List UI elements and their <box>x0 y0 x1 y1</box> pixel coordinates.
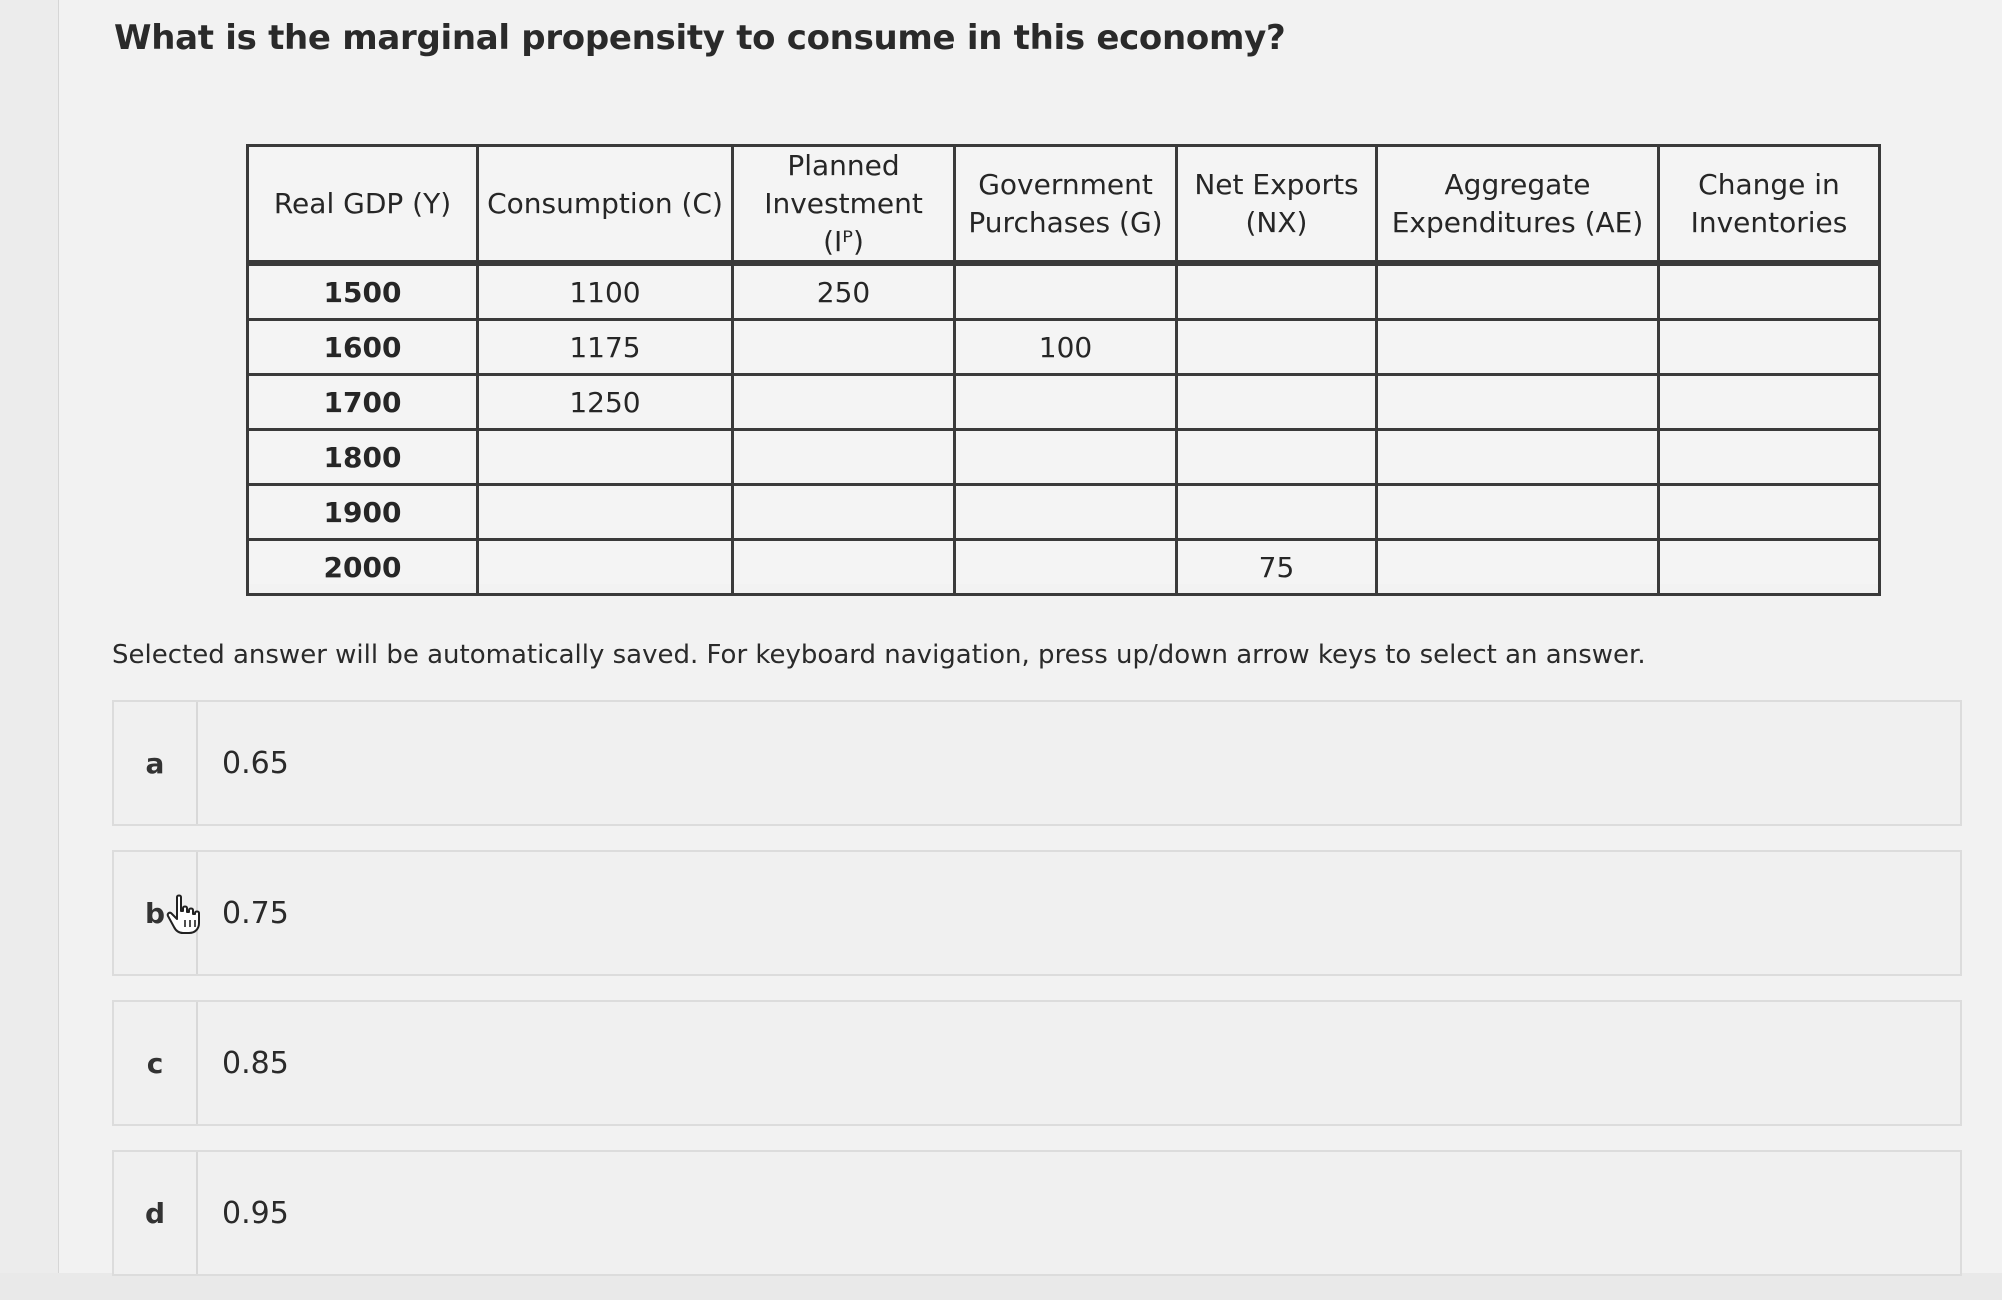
header-government-purchases: Government Purchases (G) <box>955 146 1177 264</box>
hand-pointer-icon <box>166 894 200 934</box>
option-letter: d <box>114 1152 198 1274</box>
table-header-row <box>248 146 1880 264</box>
table-cell: 250 <box>733 263 955 320</box>
answer-instructions: Selected answer will be automatically saved. For keyboard navigation, press up/down arrow keys to select an answer. <box>112 640 1646 670</box>
option-value: 0.75 <box>222 895 289 931</box>
answer-option-c[interactable] <box>112 1000 1962 1126</box>
table-cell: 1100 <box>478 263 733 320</box>
table-cell: 1175 <box>478 320 733 375</box>
table-cell <box>1177 430 1377 485</box>
table-cell <box>955 263 1177 320</box>
table-cell <box>955 540 1177 595</box>
table-row <box>248 375 1880 430</box>
table-cell: 2000 <box>248 540 478 595</box>
option-value: 0.95 <box>222 1195 289 1231</box>
option-letter: a <box>114 702 198 824</box>
table-cell <box>955 485 1177 540</box>
answer-option-b[interactable] <box>112 850 1962 976</box>
option-value: 0.65 <box>222 745 289 781</box>
table-cell: 1250 <box>478 375 733 430</box>
table-cell <box>1377 375 1659 430</box>
data-table <box>246 144 1881 596</box>
table-cell <box>478 485 733 540</box>
header-aggregate-expenditures: Aggregate Expenditures (AE) <box>1377 146 1659 264</box>
table-cell <box>1377 485 1659 540</box>
table-cell: 1800 <box>248 430 478 485</box>
table-cell <box>955 430 1177 485</box>
table-cell <box>1177 485 1377 540</box>
table-cell <box>1177 320 1377 375</box>
table-row <box>248 430 1880 485</box>
option-value: 0.85 <box>222 1045 289 1081</box>
option-letter: c <box>114 1002 198 1124</box>
left-margin-strip <box>0 0 59 1273</box>
answer-option-a[interactable] <box>112 700 1962 826</box>
table-cell <box>1659 430 1880 485</box>
table-cell <box>1377 430 1659 485</box>
table-cell <box>478 540 733 595</box>
table-cell <box>733 540 955 595</box>
table-cell <box>1659 263 1880 320</box>
table-row <box>248 540 1880 595</box>
table-cell <box>1659 320 1880 375</box>
table-cell <box>1377 540 1659 595</box>
header-consumption: Consumption (C) <box>478 146 733 264</box>
table-cell <box>1659 540 1880 595</box>
table-cell <box>1659 485 1880 540</box>
table-cell <box>733 320 955 375</box>
table-row <box>248 320 1880 375</box>
table-cell: 100 <box>955 320 1177 375</box>
table-cell <box>955 375 1177 430</box>
table-cell: 1900 <box>248 485 478 540</box>
question-text: What is the marginal propensity to consume in this economy? <box>114 18 1286 58</box>
header-change-in-inventories: Change in Inventories <box>1659 146 1880 264</box>
header-planned-investment: Planned Investment (Iᴾ) <box>733 146 955 264</box>
table-cell <box>1377 263 1659 320</box>
table-cell: 75 <box>1177 540 1377 595</box>
table-cell: 1700 <box>248 375 478 430</box>
table-cell <box>1177 263 1377 320</box>
table-cell <box>1377 320 1659 375</box>
table-cell: 1500 <box>248 263 478 320</box>
table-row <box>248 263 1880 320</box>
table-row <box>248 485 1880 540</box>
table-cell <box>733 375 955 430</box>
table-cell <box>733 485 955 540</box>
table-cell: 1600 <box>248 320 478 375</box>
table-cell <box>1177 375 1377 430</box>
header-real-gdp: Real GDP (Y) <box>248 146 478 264</box>
header-net-exports: Net Exports (NX) <box>1177 146 1377 264</box>
table-cell <box>478 430 733 485</box>
table-cell <box>1659 375 1880 430</box>
aggregate-expenditure-table <box>246 144 1878 584</box>
table-cell <box>733 430 955 485</box>
answer-option-d[interactable] <box>112 1150 1962 1276</box>
answer-options <box>112 700 1962 1300</box>
option-letter: b <box>114 852 198 974</box>
